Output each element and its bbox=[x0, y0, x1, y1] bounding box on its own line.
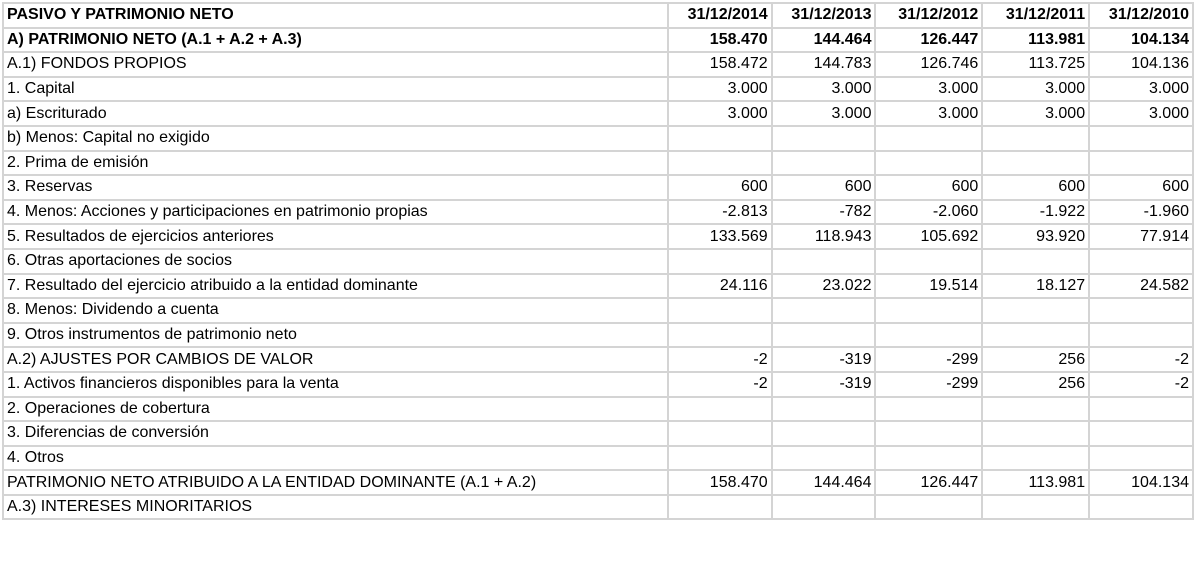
value-cell bbox=[982, 323, 1089, 348]
row-label: 9. Otros instrumentos de patrimonio neto bbox=[3, 323, 668, 348]
value-cell: -2 bbox=[1089, 347, 1193, 372]
row-label: 5. Resultados de ejercicios anteriores bbox=[3, 224, 668, 249]
value-cell: -319 bbox=[772, 372, 876, 397]
value-cell: -2.060 bbox=[875, 200, 982, 225]
value-cell: -1.922 bbox=[982, 200, 1089, 225]
table-row bbox=[3, 298, 1193, 323]
value-cell: -2 bbox=[668, 347, 772, 372]
value-cell: 158.470 bbox=[668, 28, 772, 53]
value-cell bbox=[668, 323, 772, 348]
value-cell bbox=[772, 298, 876, 323]
value-cell bbox=[668, 298, 772, 323]
table-row bbox=[3, 77, 1193, 102]
value-cell bbox=[668, 495, 772, 520]
value-cell bbox=[1089, 298, 1193, 323]
value-cell: -319 bbox=[772, 347, 876, 372]
value-cell: 256 bbox=[982, 347, 1089, 372]
value-cell: 144.464 bbox=[772, 470, 876, 495]
value-cell bbox=[772, 421, 876, 446]
row-label: b) Menos: Capital no exigido bbox=[3, 126, 668, 151]
value-cell bbox=[875, 249, 982, 274]
value-cell: 600 bbox=[772, 175, 876, 200]
table-row bbox=[3, 470, 1193, 495]
row-label: A.2) AJUSTES POR CAMBIOS DE VALOR bbox=[3, 347, 668, 372]
value-cell bbox=[772, 126, 876, 151]
value-cell: 600 bbox=[875, 175, 982, 200]
value-cell bbox=[1089, 151, 1193, 176]
balance-sheet bbox=[2, 2, 1194, 520]
value-cell bbox=[1089, 397, 1193, 422]
value-cell bbox=[982, 249, 1089, 274]
year-header: 31/12/2014 bbox=[668, 3, 772, 28]
table-row bbox=[3, 421, 1193, 446]
row-label: 2. Operaciones de cobertura bbox=[3, 397, 668, 422]
value-cell: -782 bbox=[772, 200, 876, 225]
value-cell bbox=[875, 323, 982, 348]
value-cell: 256 bbox=[982, 372, 1089, 397]
value-cell: 105.692 bbox=[875, 224, 982, 249]
value-cell bbox=[875, 446, 982, 471]
table-row bbox=[3, 101, 1193, 126]
value-cell: -299 bbox=[875, 347, 982, 372]
row-label: 3. Reservas bbox=[3, 175, 668, 200]
table-row bbox=[3, 175, 1193, 200]
value-cell: 24.582 bbox=[1089, 274, 1193, 299]
value-cell bbox=[772, 495, 876, 520]
value-cell: 113.981 bbox=[982, 470, 1089, 495]
header-title: PASIVO Y PATRIMONIO NETO bbox=[3, 3, 668, 28]
value-cell bbox=[875, 151, 982, 176]
table-row bbox=[3, 495, 1193, 520]
value-cell bbox=[982, 151, 1089, 176]
value-cell bbox=[982, 421, 1089, 446]
value-cell: -1.960 bbox=[1089, 200, 1193, 225]
value-cell: 3.000 bbox=[668, 77, 772, 102]
row-label: PATRIMONIO NETO ATRIBUIDO A LA ENTIDAD DOMINANTE (A.1 + A.2) bbox=[3, 470, 668, 495]
value-cell: 18.127 bbox=[982, 274, 1089, 299]
value-cell bbox=[982, 397, 1089, 422]
value-cell: -2.813 bbox=[668, 200, 772, 225]
header-row bbox=[3, 3, 1193, 28]
table-row bbox=[3, 446, 1193, 471]
value-cell: 104.134 bbox=[1089, 28, 1193, 53]
value-cell bbox=[668, 397, 772, 422]
value-cell: 93.920 bbox=[982, 224, 1089, 249]
table-row bbox=[3, 372, 1193, 397]
value-cell: 144.783 bbox=[772, 52, 876, 77]
value-cell bbox=[668, 446, 772, 471]
value-cell bbox=[982, 126, 1089, 151]
value-cell: 158.472 bbox=[668, 52, 772, 77]
value-cell bbox=[875, 421, 982, 446]
value-cell: 113.981 bbox=[982, 28, 1089, 53]
table-row bbox=[3, 249, 1193, 274]
value-cell: 158.470 bbox=[668, 470, 772, 495]
value-cell bbox=[1089, 126, 1193, 151]
row-label: A.3) INTERESES MINORITARIOS bbox=[3, 495, 668, 520]
value-cell: 77.914 bbox=[1089, 224, 1193, 249]
value-cell: 3.000 bbox=[1089, 77, 1193, 102]
value-cell bbox=[772, 397, 876, 422]
value-cell: 3.000 bbox=[772, 101, 876, 126]
year-header: 31/12/2013 bbox=[772, 3, 876, 28]
value-cell: 24.116 bbox=[668, 274, 772, 299]
row-label: 4. Otros bbox=[3, 446, 668, 471]
value-cell bbox=[875, 495, 982, 520]
table-row bbox=[3, 224, 1193, 249]
value-cell: 19.514 bbox=[875, 274, 982, 299]
row-label: 7. Resultado del ejercicio atribuido a la entidad dominante bbox=[3, 274, 668, 299]
value-cell bbox=[1089, 421, 1193, 446]
value-cell: 104.134 bbox=[1089, 470, 1193, 495]
value-cell: 3.000 bbox=[982, 77, 1089, 102]
value-cell bbox=[668, 151, 772, 176]
row-label: 1. Capital bbox=[3, 77, 668, 102]
value-cell: 118.943 bbox=[772, 224, 876, 249]
value-cell bbox=[772, 151, 876, 176]
value-cell: 3.000 bbox=[1089, 101, 1193, 126]
table-row bbox=[3, 347, 1193, 372]
value-cell: 126.447 bbox=[875, 470, 982, 495]
row-label: 2. Prima de emisión bbox=[3, 151, 668, 176]
value-cell: 144.464 bbox=[772, 28, 876, 53]
value-cell bbox=[772, 446, 876, 471]
year-header: 31/12/2012 bbox=[875, 3, 982, 28]
value-cell: 600 bbox=[982, 175, 1089, 200]
value-cell bbox=[982, 298, 1089, 323]
value-cell: -2 bbox=[1089, 372, 1193, 397]
value-cell: 126.447 bbox=[875, 28, 982, 53]
table-row bbox=[3, 200, 1193, 225]
value-cell bbox=[772, 323, 876, 348]
row-label: A) PATRIMONIO NETO (A.1 + A.2 + A.3) bbox=[3, 28, 668, 53]
row-label: A.1) FONDOS PROPIOS bbox=[3, 52, 668, 77]
value-cell bbox=[668, 421, 772, 446]
table-row bbox=[3, 52, 1193, 77]
value-cell: 3.000 bbox=[875, 101, 982, 126]
table-row bbox=[3, 397, 1193, 422]
row-label: a) Escriturado bbox=[3, 101, 668, 126]
value-cell bbox=[1089, 249, 1193, 274]
value-cell bbox=[982, 446, 1089, 471]
value-cell: 600 bbox=[668, 175, 772, 200]
equity-table bbox=[2, 2, 1194, 520]
year-header: 31/12/2010 bbox=[1089, 3, 1193, 28]
year-header: 31/12/2011 bbox=[982, 3, 1089, 28]
value-cell bbox=[982, 495, 1089, 520]
value-cell: 113.725 bbox=[982, 52, 1089, 77]
value-cell bbox=[772, 249, 876, 274]
row-label: 1. Activos financieros disponibles para la venta bbox=[3, 372, 668, 397]
row-label: 6. Otras aportaciones de socios bbox=[3, 249, 668, 274]
table-row bbox=[3, 28, 1193, 53]
value-cell bbox=[1089, 495, 1193, 520]
value-cell bbox=[668, 249, 772, 274]
value-cell: 104.136 bbox=[1089, 52, 1193, 77]
value-cell bbox=[668, 126, 772, 151]
value-cell bbox=[1089, 323, 1193, 348]
value-cell: 600 bbox=[1089, 175, 1193, 200]
value-cell: 3.000 bbox=[668, 101, 772, 126]
table-row bbox=[3, 151, 1193, 176]
value-cell bbox=[875, 126, 982, 151]
value-cell: 3.000 bbox=[772, 77, 876, 102]
value-cell: -2 bbox=[668, 372, 772, 397]
row-label: 8. Menos: Dividendo a cuenta bbox=[3, 298, 668, 323]
value-cell: 126.746 bbox=[875, 52, 982, 77]
row-label: 4. Menos: Acciones y participaciones en patrimonio propias bbox=[3, 200, 668, 225]
value-cell: 133.569 bbox=[668, 224, 772, 249]
value-cell bbox=[1089, 446, 1193, 471]
row-label: 3. Diferencias de conversión bbox=[3, 421, 668, 446]
value-cell bbox=[875, 397, 982, 422]
value-cell: -299 bbox=[875, 372, 982, 397]
table-row bbox=[3, 323, 1193, 348]
value-cell: 3.000 bbox=[875, 77, 982, 102]
value-cell: 3.000 bbox=[982, 101, 1089, 126]
table-row bbox=[3, 126, 1193, 151]
table-row bbox=[3, 274, 1193, 299]
value-cell: 23.022 bbox=[772, 274, 876, 299]
value-cell bbox=[875, 298, 982, 323]
